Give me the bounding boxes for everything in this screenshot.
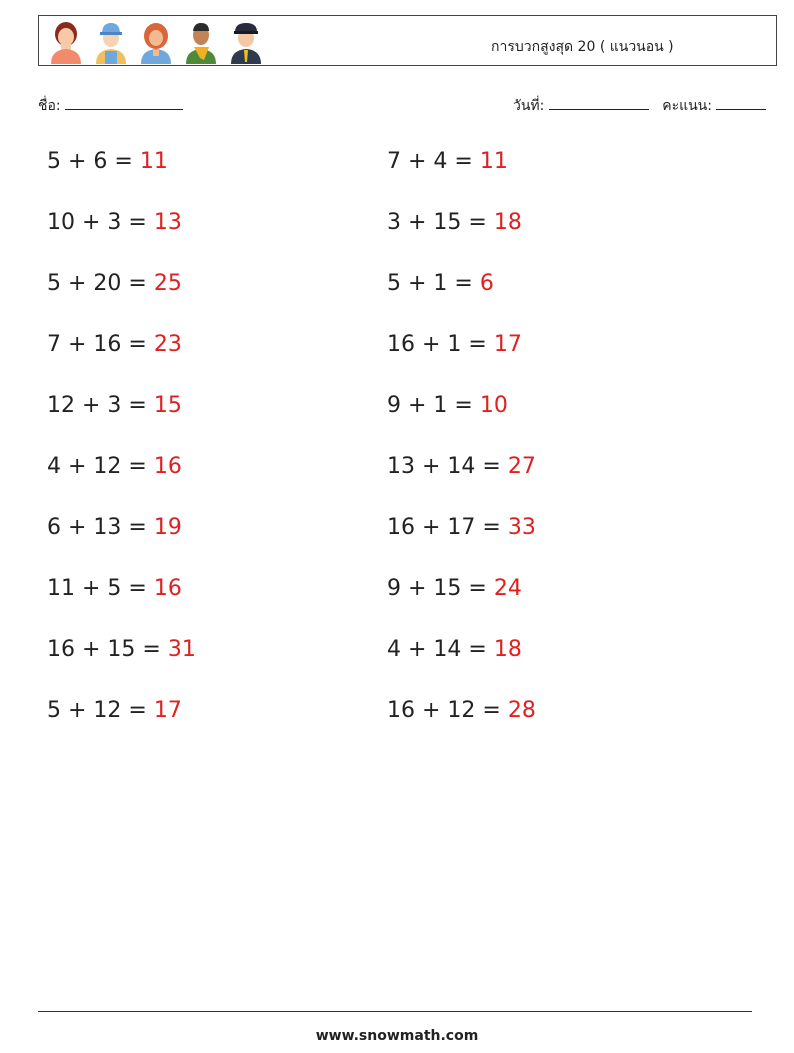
problem-answer: 18	[493, 637, 522, 662]
redhead-woman-avatar-icon	[137, 20, 175, 64]
problem-answer: 23	[153, 332, 182, 357]
man-scarf-avatar-icon	[182, 20, 220, 64]
score-blank-line	[716, 95, 766, 110]
problem-item	[47, 454, 182, 479]
problem-answer: 33	[507, 515, 536, 540]
problem-question: 5 + 6 =	[47, 149, 140, 174]
problem-question: 12 + 3 =	[47, 393, 154, 418]
date-score-field	[513, 95, 766, 117]
problem-question: 16 + 12 =	[387, 698, 508, 723]
problem-item	[47, 393, 182, 418]
problem-answer: 11	[139, 149, 168, 174]
problem-item	[387, 698, 536, 723]
date-blank-line	[549, 95, 649, 110]
problem-item	[387, 393, 508, 418]
problem-item	[387, 210, 522, 235]
problem-question: 9 + 15 =	[387, 576, 494, 601]
problem-item	[387, 271, 494, 296]
problem-question: 5 + 20 =	[47, 271, 154, 296]
score-label: คะแนน:	[662, 98, 712, 114]
problem-answer: 18	[493, 210, 522, 235]
problem-question: 9 + 1 =	[387, 393, 480, 418]
problem-item	[47, 698, 182, 723]
problem-question: 16 + 17 =	[387, 515, 508, 540]
pilot-avatar-icon	[227, 20, 265, 64]
problem-item	[387, 149, 508, 174]
problem-question: 16 + 1 =	[387, 332, 494, 357]
problem-item	[47, 210, 182, 235]
problem-item	[387, 454, 536, 479]
problem-answer: 17	[493, 332, 522, 357]
footer-divider	[38, 1011, 752, 1012]
problem-answer: 19	[153, 515, 182, 540]
problem-answer: 6	[479, 271, 494, 296]
problem-question: 16 + 15 =	[47, 637, 168, 662]
problem-answer: 17	[153, 698, 182, 723]
problem-answer: 13	[153, 210, 182, 235]
problem-item	[47, 149, 168, 174]
date-label: วันที่:	[513, 98, 545, 114]
problem-question: 6 + 13 =	[47, 515, 154, 540]
problem-question: 10 + 3 =	[47, 210, 154, 235]
problem-item	[47, 515, 182, 540]
problem-question: 7 + 4 =	[387, 149, 480, 174]
problem-answer: 16	[153, 576, 182, 601]
problem-question: 4 + 12 =	[47, 454, 154, 479]
problem-question: 4 + 14 =	[387, 637, 494, 662]
name-field	[38, 95, 183, 117]
problem-question: 7 + 16 =	[47, 332, 154, 357]
name-label: ชื่อ:	[38, 98, 61, 114]
problem-answer: 28	[507, 698, 536, 723]
problem-answer: 27	[507, 454, 536, 479]
worksheet-header	[38, 15, 777, 66]
problem-question: 11 + 5 =	[47, 576, 154, 601]
problem-item	[387, 332, 522, 357]
problem-item	[47, 271, 182, 296]
problem-answer: 31	[167, 637, 196, 662]
problem-question: 13 + 14 =	[387, 454, 508, 479]
problem-item	[47, 332, 182, 357]
problem-item	[387, 576, 522, 601]
problem-question: 3 + 15 =	[387, 210, 494, 235]
problem-item	[387, 637, 522, 662]
avatar-row	[47, 20, 265, 64]
worker-avatar-icon	[92, 20, 130, 64]
woman-avatar-icon	[47, 20, 85, 64]
name-blank-line	[65, 95, 183, 110]
footer-site-link[interactable]: www.snowmath.com	[315, 1028, 479, 1044]
problem-answer: 10	[479, 393, 508, 418]
problem-question: 5 + 12 =	[47, 698, 154, 723]
problem-answer: 25	[153, 271, 182, 296]
problem-answer: 11	[479, 149, 508, 174]
problem-item	[47, 576, 182, 601]
problem-answer: 15	[153, 393, 182, 418]
problem-item	[387, 515, 536, 540]
worksheet-title: การบวกสูงสุด 20 ( แนวนอน )	[491, 39, 674, 55]
problem-item	[47, 637, 196, 662]
problem-answer: 16	[153, 454, 182, 479]
problem-answer: 24	[493, 576, 522, 601]
problem-question: 5 + 1 =	[387, 271, 480, 296]
